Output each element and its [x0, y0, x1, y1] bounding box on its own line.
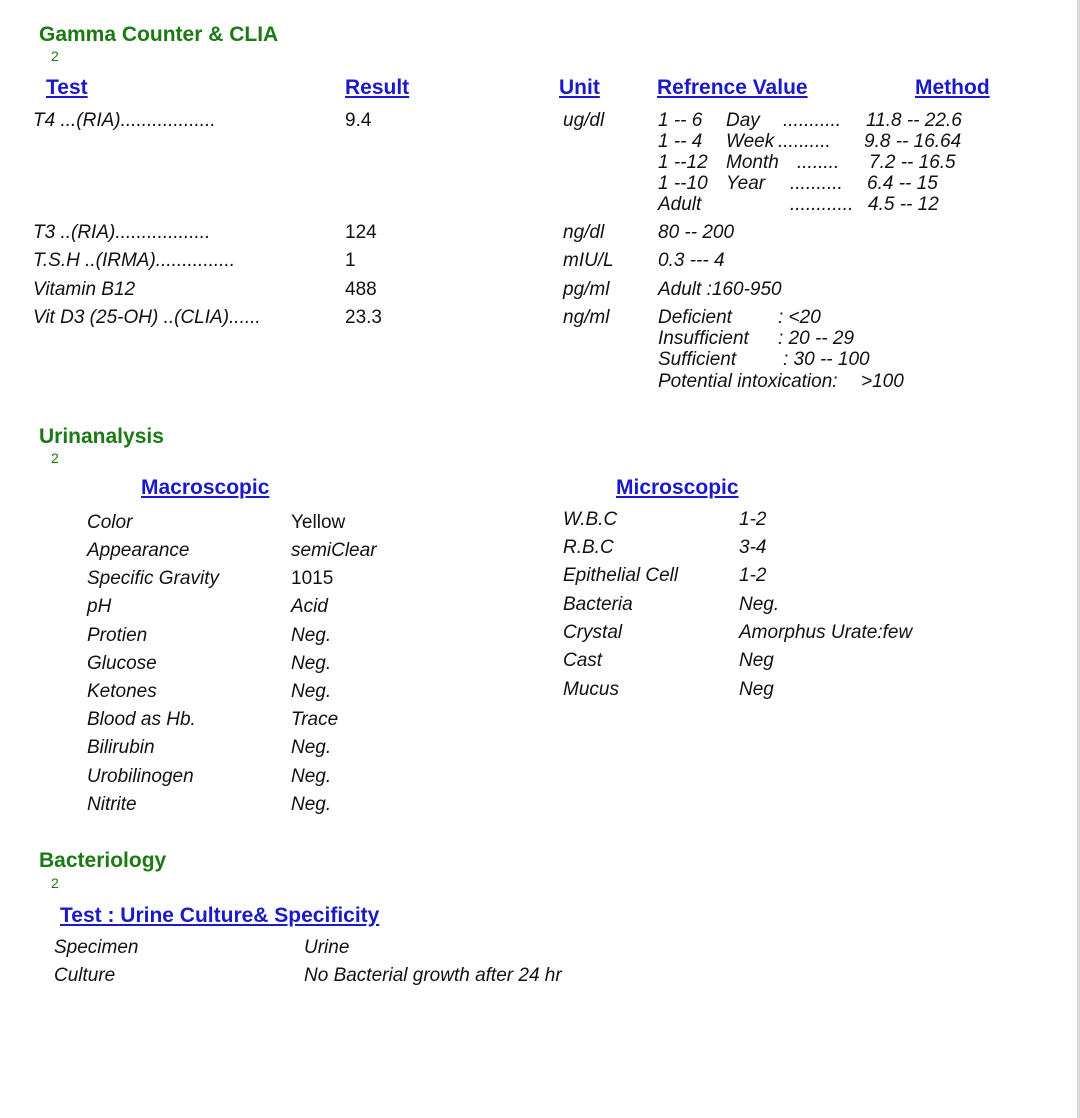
macro-value: Neg.	[291, 737, 332, 758]
micro-label: Mucus	[563, 679, 619, 700]
ref-b12: Adult :160-950	[658, 279, 782, 300]
macro-value: Trace	[291, 709, 339, 730]
result-t4: 9.4	[345, 110, 372, 131]
micro-value: Neg	[739, 650, 774, 671]
macro-label: Color	[87, 512, 133, 533]
macro-label: Nitrite	[87, 794, 137, 815]
t4-ref-dots: ...........	[783, 110, 842, 131]
t4-ref-range: 1 -- 6	[658, 110, 703, 131]
macro-label: Bilirubin	[87, 737, 155, 758]
vitd-ref-label: Sufficient	[658, 349, 737, 370]
micro-label: Bacteria	[563, 594, 633, 615]
micro-value: 1-2	[739, 509, 767, 530]
t4-ref-range: Adult	[658, 194, 702, 215]
result-b12: 488	[345, 279, 377, 300]
micro-value: Neg	[739, 679, 774, 700]
macro-value: semiClear	[291, 540, 377, 561]
unit-vitd3: ng/ml	[563, 307, 610, 328]
section-number-bacteriology: 2	[51, 875, 59, 891]
macro-label: Protien	[87, 625, 148, 646]
micro-value: 1-2	[739, 565, 767, 586]
macro-label: Ketones	[87, 681, 157, 702]
micro-value: Amorphus Urate:few	[739, 622, 913, 643]
t4-ref-period: Month	[726, 152, 779, 173]
unit-t4: ug/dl	[563, 110, 605, 131]
vitd-ref-value: : 20 -- 29	[778, 328, 855, 349]
test-name-tsh: T.S.H ..(IRMA)...............	[33, 250, 235, 271]
result-t3: 124	[345, 222, 377, 243]
header-test: Test	[46, 76, 88, 99]
header-unit: Unit	[559, 76, 600, 99]
t4-ref-period: Year	[726, 173, 766, 194]
t4-ref-period: Day	[726, 110, 760, 131]
t4-ref-dots: ..........	[778, 131, 831, 152]
t4-ref-value: 4.5 -- 12	[868, 194, 939, 215]
t4-ref-value: 7.2 -- 16.5	[869, 152, 956, 173]
ref-t3: 80 -- 200	[658, 222, 735, 243]
vitd-ref-value: : 30 -- 100	[783, 349, 870, 370]
section-title-gamma: Gamma Counter & CLIA	[39, 23, 279, 46]
macro-label: Appearance	[87, 540, 190, 561]
micro-label: R.B.C	[563, 537, 614, 558]
vitd-ref-value: : <20	[778, 307, 821, 328]
header-microscopic: Microscopic	[616, 476, 739, 499]
header-result: Result	[345, 76, 410, 99]
macro-value: Neg.	[291, 681, 332, 702]
micro-label: Crystal	[563, 622, 623, 643]
vitd-ref-label: Deficient	[658, 307, 732, 328]
section-title-urine: Urinanalysis	[39, 425, 164, 448]
micro-label: Epithelial Cell	[563, 565, 679, 586]
vitd-ref-label: Potential intoxication:	[658, 371, 838, 392]
section-number-gamma: 2	[51, 48, 59, 64]
micro-value: Neg.	[739, 594, 780, 615]
vitd-ref-label: Insufficient	[658, 328, 749, 349]
t4-ref-value: 9.8 -- 16.64	[864, 131, 962, 152]
section-title-bacteriology: Bacteriology	[39, 849, 167, 872]
unit-tsh: mIU/L	[563, 250, 614, 271]
ref-tsh: 0.3 --- 4	[658, 250, 725, 271]
micro-value: 3-4	[739, 537, 767, 558]
t4-ref-range: 1 -- 4	[658, 131, 703, 152]
header-urine-culture: Test : Urine Culture& Specificity	[60, 904, 380, 927]
t4-ref-value: 11.8 -- 22.6	[866, 110, 962, 131]
section-number-urine: 2	[51, 450, 59, 466]
macro-label: pH	[87, 596, 112, 617]
micro-label: Cast	[563, 650, 603, 671]
macro-label: Specific Gravity	[87, 568, 219, 589]
specimen-label: Specimen	[54, 937, 139, 958]
t4-ref-dots: ..........	[790, 173, 843, 194]
macro-label: Urobilinogen	[87, 766, 194, 787]
result-tsh: 1	[345, 250, 356, 271]
test-name-t3: T3 ..(RIA)..................	[33, 222, 211, 243]
header-macroscopic: Macroscopic	[141, 476, 270, 499]
vitd-ref-value: >100	[861, 371, 904, 392]
t4-ref-dots: ............	[790, 194, 854, 215]
t4-ref-value: 6.4 -- 15	[867, 173, 938, 194]
unit-t3: ng/dl	[563, 222, 605, 243]
specimen-value: Urine	[304, 937, 350, 958]
test-name-t4: T4 ...(RIA)..................	[33, 110, 216, 131]
macro-label: Blood as Hb.	[87, 709, 196, 730]
macro-value: Neg.	[291, 794, 332, 815]
macro-value: Neg.	[291, 766, 332, 787]
macro-label: Glucose	[87, 653, 157, 674]
macro-value: Acid	[291, 596, 328, 617]
t4-ref-range: 1 --10	[658, 173, 708, 194]
test-name-b12: Vitamin B12	[33, 279, 136, 300]
macro-value: Yellow	[291, 512, 346, 533]
t4-ref-period: Week	[726, 131, 775, 152]
culture-value: No Bacterial growth after 24 hr	[304, 965, 562, 986]
culture-label: Culture	[54, 965, 116, 986]
macro-value: Neg.	[291, 653, 332, 674]
test-name-vitd3: Vit D3 (25-OH) ..(CLIA)......	[33, 307, 261, 328]
micro-label: W.B.C	[563, 509, 618, 530]
macro-value: Neg.	[291, 625, 332, 646]
macro-value: 1015	[291, 568, 334, 589]
result-vitd3: 23.3	[345, 307, 382, 328]
unit-b12: pg/ml	[563, 279, 610, 300]
t4-ref-dots: ........	[797, 152, 840, 173]
header-method: Method	[915, 76, 990, 99]
t4-ref-range: 1 --12	[658, 152, 708, 173]
header-reference-value: Refrence Value	[657, 76, 808, 99]
